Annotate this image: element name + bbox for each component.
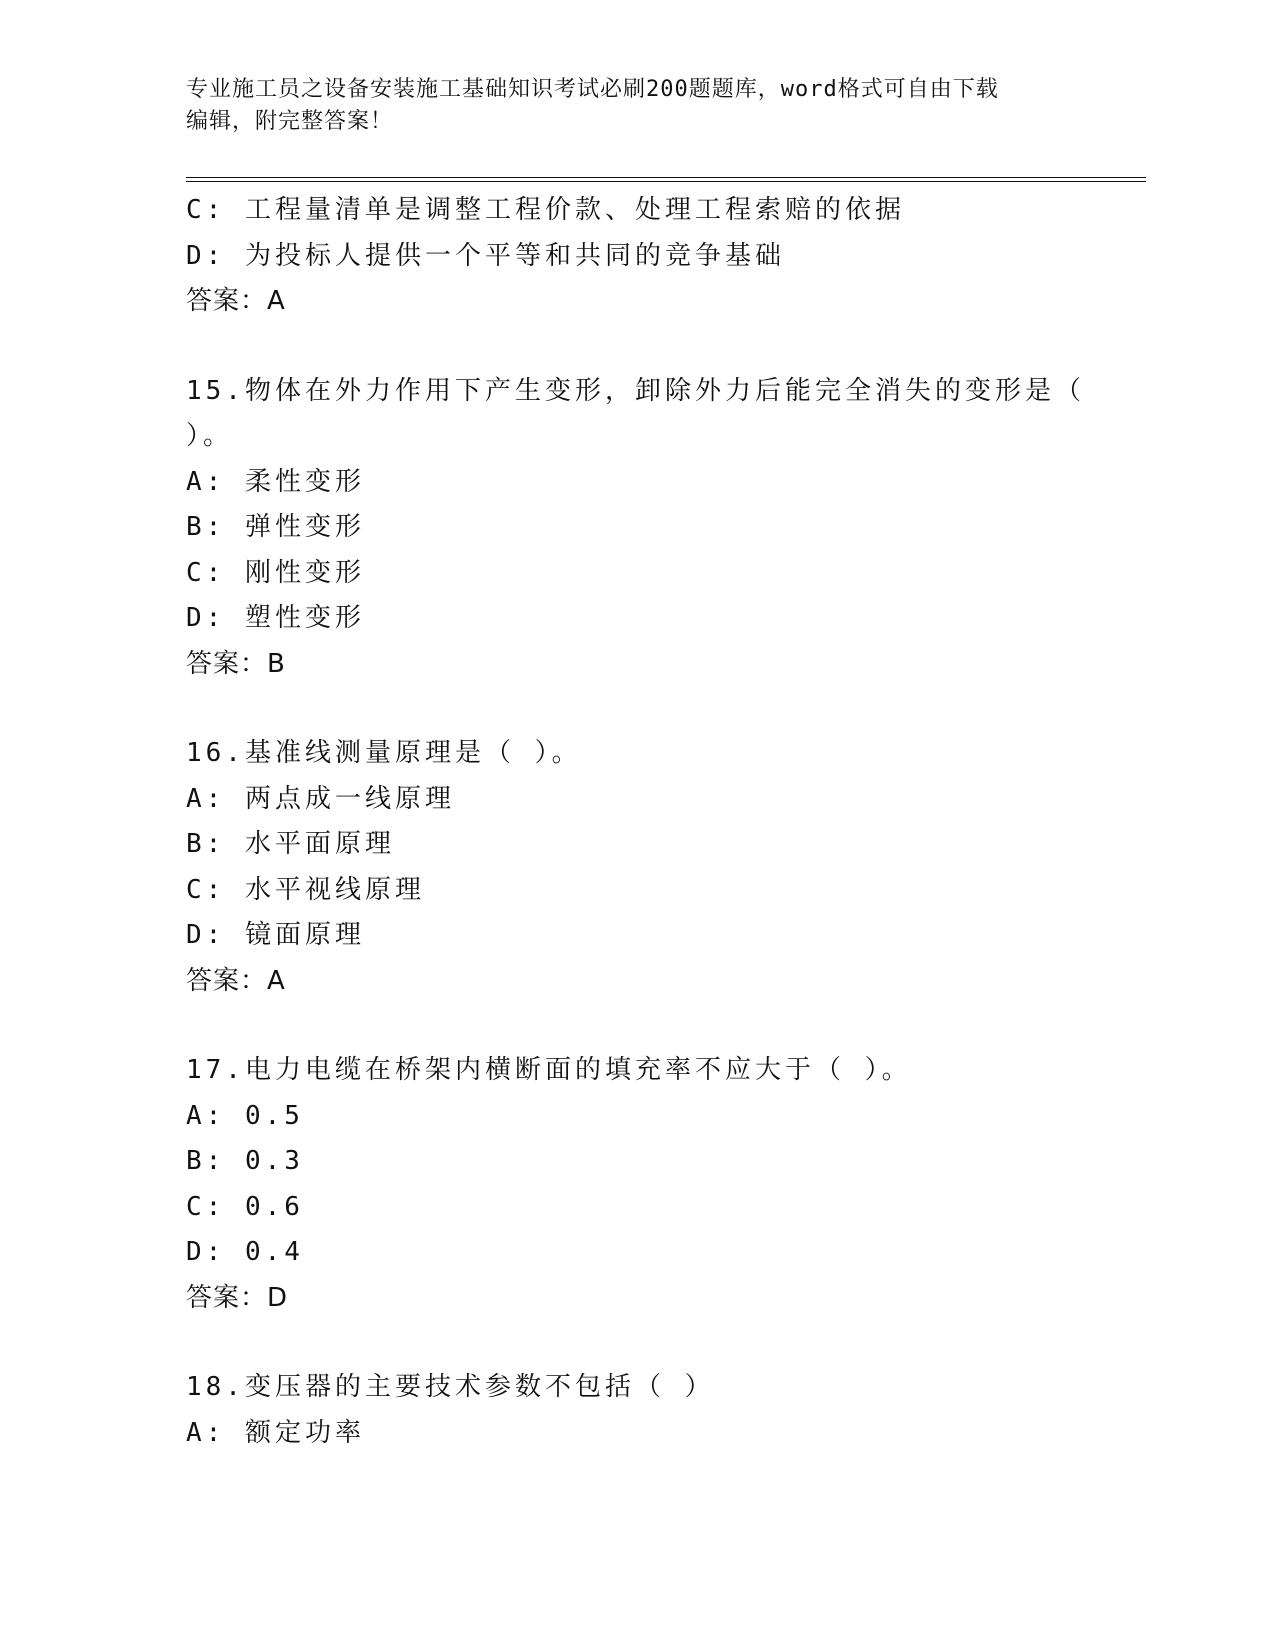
question-stem: 16.基准线测量原理是（ ）。 [186, 738, 582, 768]
header-double-rule [186, 177, 1146, 182]
question-17 [186, 1048, 1146, 1321]
option-d: D: 0.4 [186, 1237, 304, 1267]
option-a: A: 0.5 [186, 1100, 304, 1131]
option-c: C: 刚性变形 [186, 557, 365, 588]
question-stem: 17.电力电缆在桥架内横断面的填充率不应大于（ ）。 [186, 1055, 912, 1085]
question-stem: 15.物体在外力作用下产生变形，卸除外力后能完全消失的变形是（ [186, 375, 1085, 406]
answer-line: 答案：B [186, 648, 286, 679]
option-b: B: 弹性变形 [186, 512, 365, 542]
question-18 [186, 1365, 1146, 1456]
option-c: C: 0.6 [186, 1191, 304, 1222]
document-header [186, 74, 1086, 138]
option-c: C: 水平视线原理 [186, 874, 425, 905]
answer-line: 答案：A [186, 965, 286, 996]
option-d: D: 为投标人提供一个平等和共同的竞争基础 [186, 240, 785, 271]
answer-line: 答案：A [186, 286, 286, 316]
option-b: B: 水平面原理 [186, 829, 395, 859]
option-a: A: 额定功率 [186, 1417, 365, 1448]
question-list [186, 188, 1146, 1456]
option-a: A: 柔性变形 [186, 466, 365, 497]
answer-line: 答案：D [186, 1282, 289, 1313]
question-stem-continued: ）。 [186, 421, 234, 451]
question-16 [186, 731, 1146, 1004]
option-a: A: 两点成一线原理 [186, 783, 455, 814]
header-line-1: 专业施工员之设备安装施工基础知识考试必刷200题题库，word格式可自由下载 [186, 77, 999, 102]
option-b: B: 0.3 [186, 1146, 304, 1176]
option-d: D: 镜面原理 [186, 920, 365, 950]
option-d: D: 塑性变形 [186, 603, 365, 633]
question-stem: 18.变压器的主要技术参数不包括（ ） [186, 1372, 715, 1402]
header-line-2: 编辑，附完整答案！ [186, 109, 394, 134]
question-15 [186, 369, 1146, 688]
question-14-tail [186, 188, 1146, 325]
option-c: C: 工程量清单是调整工程价款、处理工程索赔的依据 [186, 195, 905, 225]
